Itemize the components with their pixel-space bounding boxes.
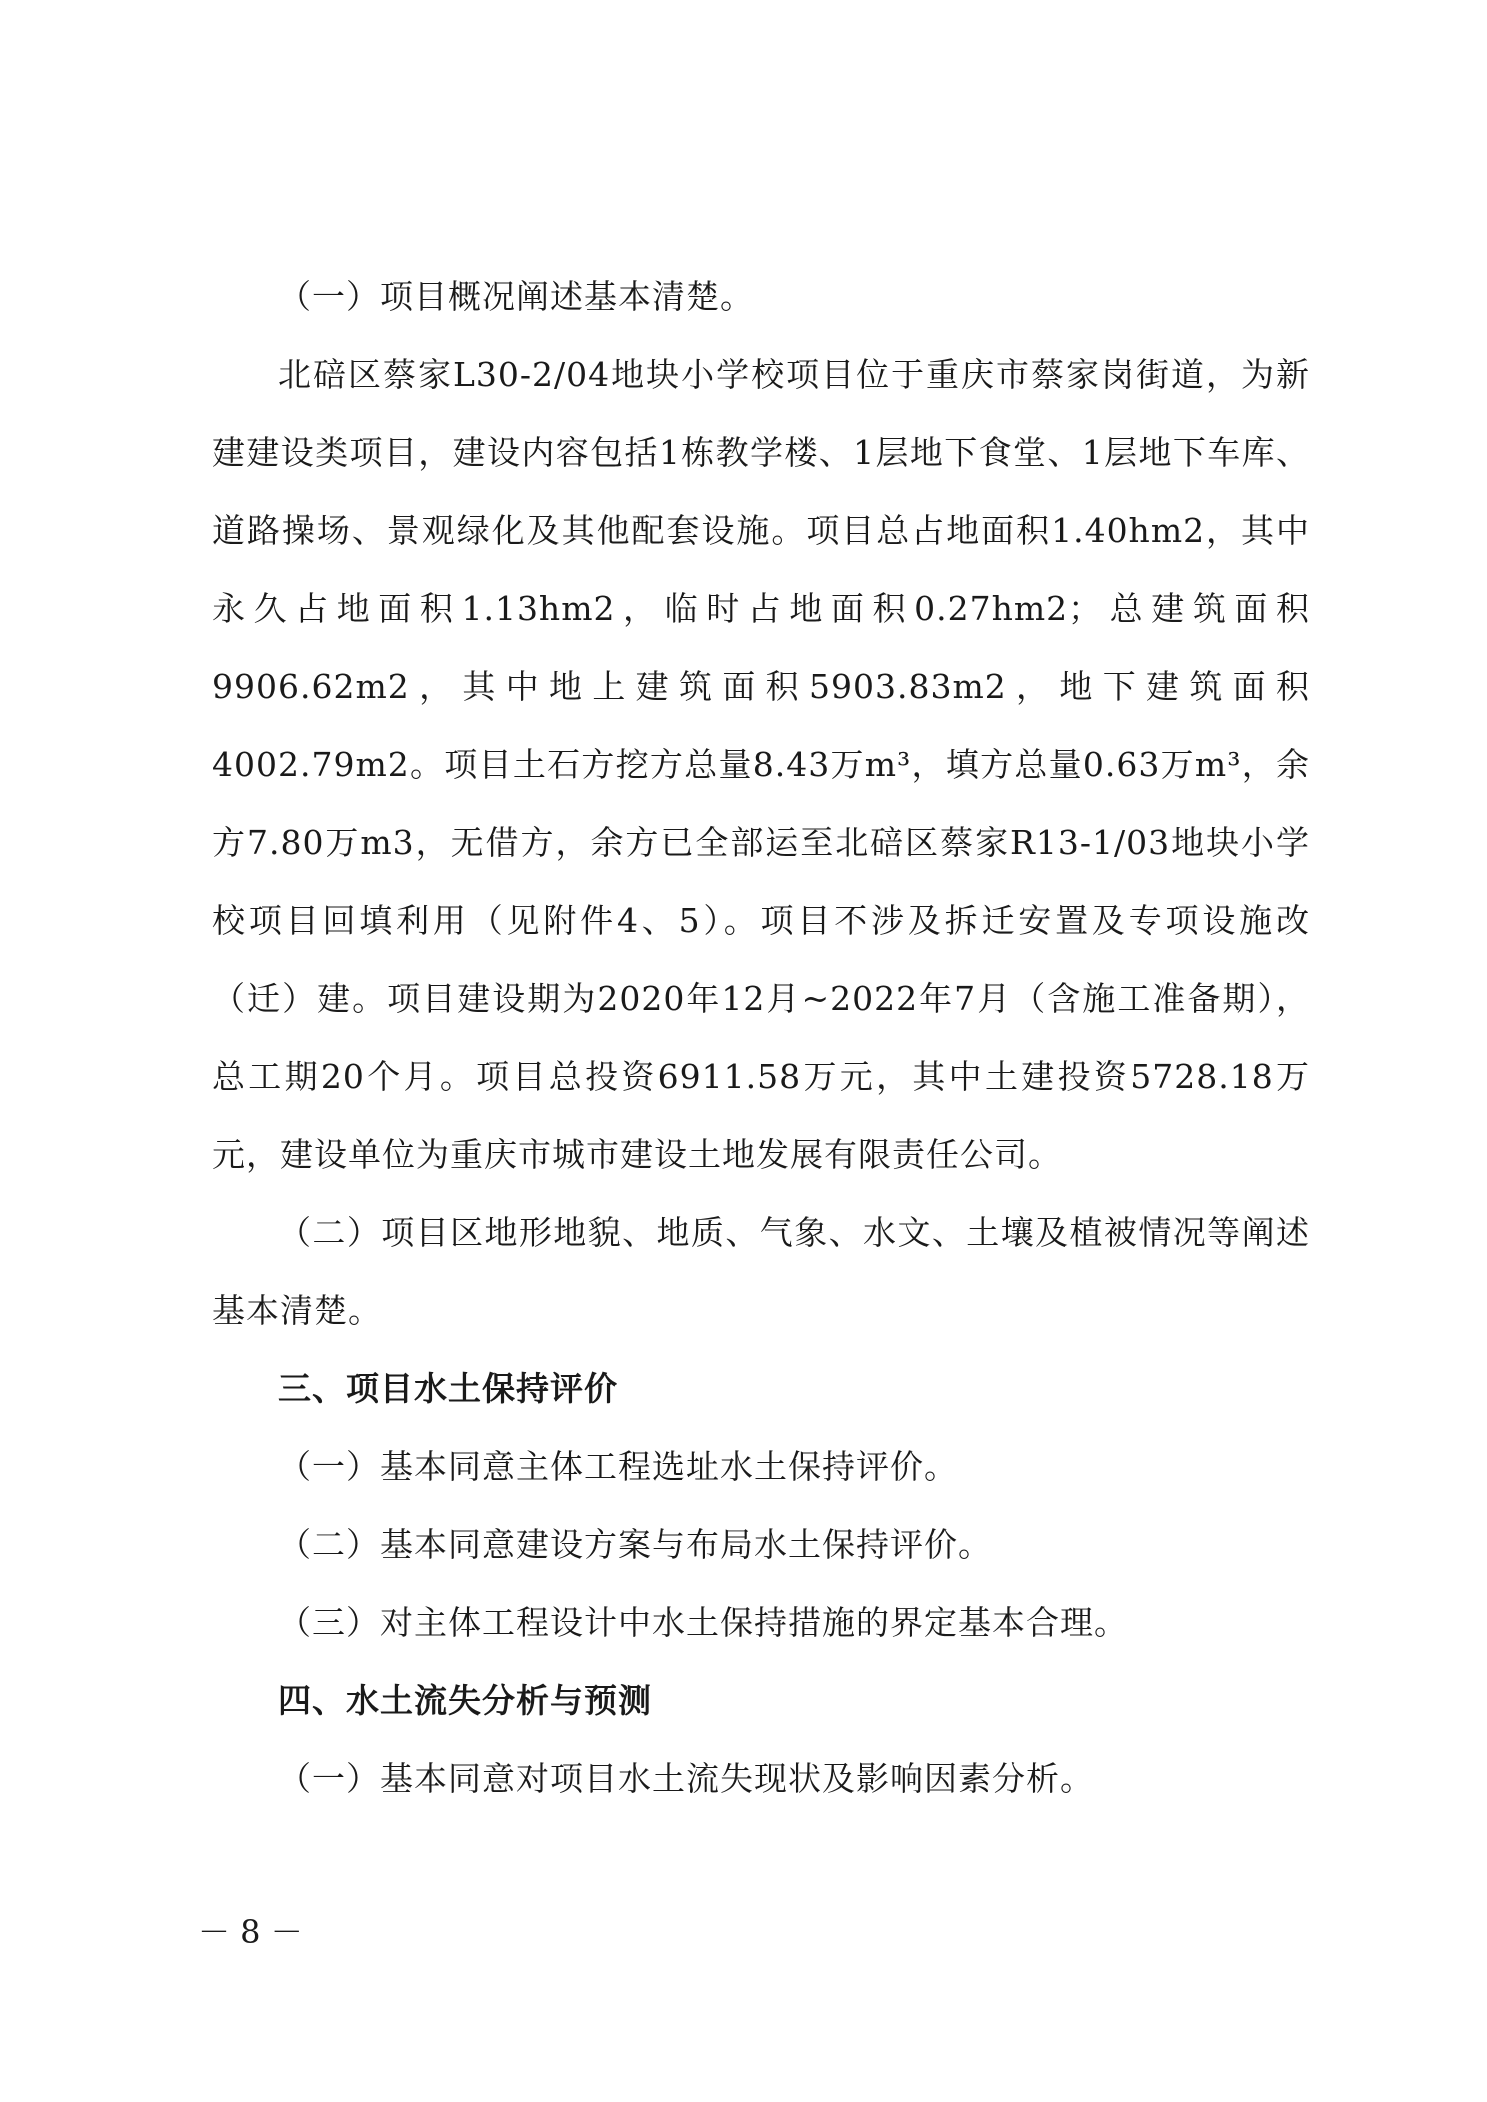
paragraph-terrain-conditions: （二）项目区地形地貌、地质、气象、水文、土壤及植被情况等阐述基本清楚。 [212, 1213, 1310, 1330]
subsection-project-overview: （一）项目概况阐述基本清楚。 [278, 277, 754, 316]
section-heading-soil-loss-analysis: 四、水土流失分析与预测 [278, 1681, 652, 1720]
subsection-measure-definition: （三）对主体工程设计中水土保持措施的界定基本合理。 [278, 1603, 1128, 1642]
subsection-site-selection: （一）基本同意主体工程选址水土保持评价。 [278, 1447, 958, 1486]
document-body [212, 258, 1310, 1818]
section-heading-soil-conservation-evaluation: 三、项目水土保持评价 [278, 1369, 618, 1408]
paragraph-project-description: 北碚区蔡家L30-2/04地块小学校项目位于重庆市蔡家岗街道，为新建建设类项目，建设内容包括1栋教学楼、1层地下食堂、1层地下车库、道路操场、景观绿化及其他配套设施。项目总占地面积1.40hm2，其中永久占地面积1.13hm2，临时占地面积0.27hm2；总建筑面积9906.62m2，其中地上建筑面积5903.83m2，地下建筑面积4002.79m2。项目土石方挖方总量8.43万m³，填方总量0.63万m³，余方7.80万m3，无借方，余方已全部运至北碚区蔡家R13-1/03地块小学校项目回填利用（见附件4、5）。项目不涉及拆迁安置及专项设施改（迁）建。项目建设期为2020年12月~2022年7月（含施工准备期），总工期20个月。项目总投资6911.58万元，其中土建投资5728.18万元，建设单位为重庆市城市建设土地发展有限责任公司。 [212, 355, 1310, 1174]
page-number: － 8 － [198, 1913, 303, 1951]
subsection-soil-loss-status: （一）基本同意对项目水土流失现状及影响因素分析。 [278, 1759, 1094, 1798]
subsection-construction-plan: （二）基本同意建设方案与布局水土保持评价。 [278, 1525, 992, 1564]
